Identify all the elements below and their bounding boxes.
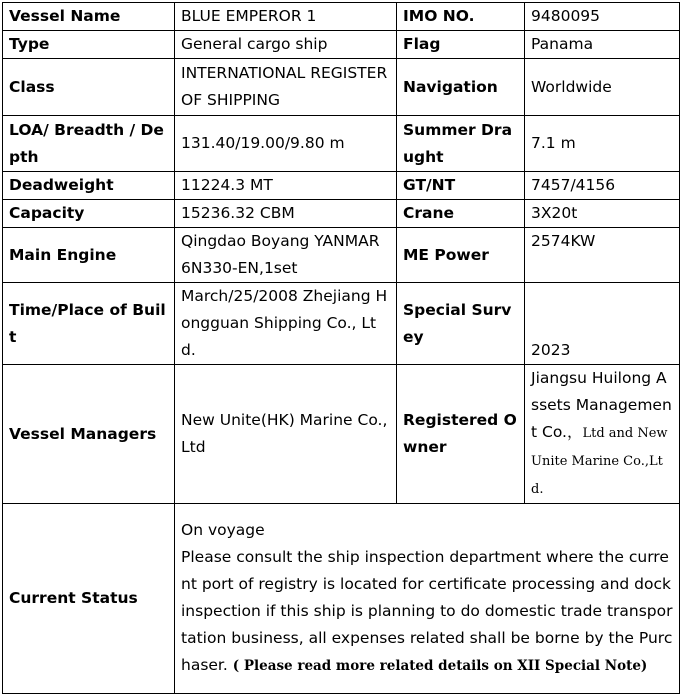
flag-label: Flag [397, 31, 525, 59]
capacity-label: Capacity [3, 200, 175, 228]
current-status-value [175, 504, 680, 694]
crane-value: 3X20t [525, 200, 680, 228]
table-row [3, 200, 680, 228]
main-engine-label: Main Engine [3, 228, 175, 283]
class-value: INTERNATIONAL REGISTER OF SHIPPING [175, 59, 397, 116]
imo-label: IMO NO. [397, 3, 525, 31]
imo-value: 9480095 [525, 3, 680, 31]
main-engine-value: Qingdao Boyang YANMAR 6N330-EN,1set [175, 228, 397, 283]
table-row [3, 228, 680, 283]
current-status-label: Current Status [3, 504, 175, 694]
status-note: Please consult the ship inspection department where the current port of registry is located for certificate processing and dock inspection if this ship is planning to do domestic trade transportation business, all expenses related shall be borne by the Purchaser. [181, 548, 673, 674]
vessel-name-value: BLUE EMPEROR 1 [175, 3, 397, 31]
status-special-note: ( Please read more related details on XII Special Note) [232, 658, 648, 674]
table-row [3, 504, 680, 694]
special-survey-value: 2023 [525, 283, 680, 365]
vessel-managers-label: Vessel Managers [3, 365, 175, 504]
vessel-managers-value: New Unite(HK) Marine Co.,Ltd [175, 365, 397, 504]
crane-label: Crane [397, 200, 525, 228]
summer-draught-value: 7.1 m [525, 116, 680, 172]
navigation-label: Navigation [397, 59, 525, 116]
type-value: General cargo ship [175, 31, 397, 59]
gt-nt-value: 7457/4156 [525, 172, 680, 200]
me-power-label: ME Power [397, 228, 525, 283]
vessel-name-label: Vessel Name [3, 3, 175, 31]
table-row [3, 116, 680, 172]
me-power-value: 2574KW [525, 228, 680, 283]
deadweight-value: 11224.3 MT [175, 172, 397, 200]
table-row [3, 172, 680, 200]
table-row [3, 31, 680, 59]
table-row [3, 3, 680, 31]
owner-text-part1: Jiangsu Huilong Assets Management Co.， [531, 369, 672, 441]
owner-text-part2: Ltd and New Unite Marine Co.,Ltd. [531, 426, 668, 497]
type-label: Type [3, 31, 175, 59]
registered-owner-label: Registered Owner [397, 365, 525, 504]
built-label: Time/Place of Built [3, 283, 175, 365]
status-voyage: On voyage [181, 521, 265, 539]
flag-value: Panama [525, 31, 680, 59]
dimensions-label: LOA/ Breadth / Depth [3, 116, 175, 172]
built-value: March/25/2008 Zhejiang Hongguan Shipping Co., Ltd. [175, 283, 397, 365]
table-row [3, 365, 680, 504]
summer-draught-label: Summer Draught [397, 116, 525, 172]
special-survey-label: Special Survey [397, 283, 525, 365]
table-row [3, 283, 680, 365]
gt-nt-label: GT/NT [397, 172, 525, 200]
vessel-spec-table [2, 2, 680, 694]
capacity-value: 15236.32 CBM [175, 200, 397, 228]
deadweight-label: Deadweight [3, 172, 175, 200]
class-label: Class [3, 59, 175, 116]
dimensions-value: 131.40/19.00/9.80 m [175, 116, 397, 172]
navigation-value: Worldwide [525, 59, 680, 116]
table-row [3, 59, 680, 116]
registered-owner-value [525, 365, 680, 504]
